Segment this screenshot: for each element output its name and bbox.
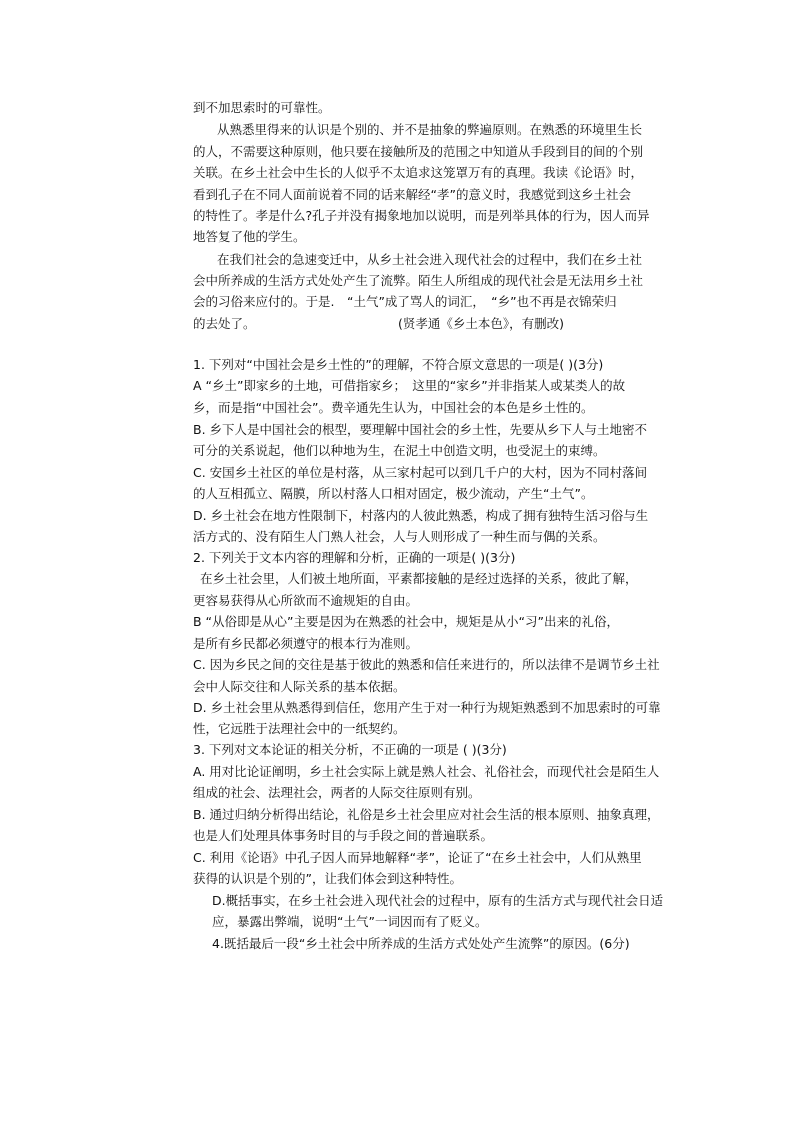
question-3-option-a: 组成的社会、法理社会，两者的人际交往原则有别。 (193, 785, 481, 800)
question-1-option-c: 的人互相孤立、隔膜，所以村落人口相对固定，极少流动，产生“土气”。 (193, 486, 594, 501)
question-1-option-d: 活方式的、没有陌生人门熟人社会，人与人则形成了一种生而与偶的关系。 (193, 529, 606, 544)
passage-line: 的去处了。 (193, 316, 256, 331)
question-4-stem: 4.既括最后一段“乡土社会中所养成的生活方式处处产生流弊”的原因。(6分) (212, 936, 630, 951)
passage-line: 地答复了他的学生。 (193, 229, 306, 244)
passage-line: 看到孔子在不同人面前说着不同的话来解经“孝”的意义时，我感觉到这乡土社会 (193, 187, 631, 202)
passage-line: 关联。在乡土社会中生长的人似乎不太追求这笼罩万有的真理。我读《论语》时， (193, 165, 644, 180)
passage-line: 会的习俗来应付的。于是. “土气”成了骂人的词汇， “乡”也不再是衣锦荣归 (193, 294, 617, 309)
question-3-option-c: C. 利用《论语》中孔子因人而异地解释“孝”，论证了“在乡土社会中，人们从熟里 (193, 850, 642, 865)
question-2-option-a: 更容易获得从心所欲而不逾规矩的自由。 (193, 593, 419, 608)
passage-line: 在我们社会的急速变迁中，从乡土社会进入现代社会的过程中，我们在乡土社 (217, 252, 643, 267)
question-3-option-a: A. 用对比论证阐明，乡土社会实际上就是熟人社会、礼俗社会，而现代社会是陌生人 (193, 764, 660, 779)
question-1-option-c: C. 安国乡土社区的单位是村落，从三家村起可以到几千户的大村，因为不同村落间 (193, 465, 648, 480)
passage-line: 的特性了。孝是什么?孔子并没有揭象地加以说明，而是列举具体的行为，因人而异 (193, 208, 650, 223)
passage-source: (贤孝通《乡土本色》，有删改) (398, 316, 565, 331)
question-3-option-d: 应，暴露出弊端，说明“土气”一词因而有了贬义。 (212, 914, 488, 929)
question-2-option-b: 是所有乡民都必须遵守的根本行为准则。 (193, 636, 419, 651)
passage-line: 的人，不需要这种原则，他只要在接触所及的范围之中知道从手段到目的间的个别 (193, 144, 644, 159)
question-2-option-d: 性，它远胜于法理社会中的一纸契约。 (193, 721, 406, 736)
question-2-option-b: B “从俗即是从心”主要是因为在熟悉的社会中，规矩是从小“习”出来的礼俗， (193, 614, 619, 629)
question-2-option-a: 在乡土社会里，人们被土地所面，平素都接触的是经过选择的关系，彼此了解， (200, 571, 638, 586)
passage-line: 从熟悉里得来的认识是个别的、并不是抽象的弊遍原则。在熟悉的环境里生长 (217, 122, 643, 137)
question-2-option-d: D. 乡土社会里从熟悉得到信任，您用产生于对一种行为规矩熟悉到不加思索时的可靠 (193, 700, 661, 715)
question-2-option-c: C. 因为乡民之间的交往是基于彼此的熟悉和信任来进行的，所以法律不是调节乡土社 (193, 657, 660, 672)
question-1-stem: 1. 下列对“中国社会是乡土性的”的理解，不符合原文意思的一项是( )(3分) (193, 357, 604, 372)
question-3-option-c: 获得的认识是个别的”，让我们体会到这种特性。 (193, 871, 462, 886)
question-3-stem: 3. 下列对文本论证的相关分析，不正确的一项是 ( )(3分) (193, 742, 507, 757)
question-3-option-b: B. 通过归纳分析得出结论，礼俗是乡土社会里应对社会生活的根本原则、抽象真理， (193, 807, 660, 822)
question-1-option-b: B. 乡下人是中国社会的根型，要理解中国社会的乡土性，先要从乡下人与土地密不 (193, 422, 648, 437)
question-3-option-b: 也是人们处理具体事务时目的与手段之间的普遍联系。 (193, 828, 494, 843)
question-1-option-a: 乡，而是指“中国社会”。费辛通先生认为，中国社会的本色是乡土性的。 (193, 400, 594, 415)
question-1-option-b: 可分的关系说起，他们以种地为生，在泥土中创造文明，也受泥土的束缚。 (193, 443, 606, 458)
question-1-option-d: D. 乡土社会在地方性限制下，村落内的人彼此熟悉，构成了拥有独特生活习俗与生 (193, 508, 649, 523)
question-2-stem: 2. 下列关于文本内容的理解和分析，正确的一项是( )(3分) (193, 550, 516, 565)
passage-line: 到不加思索时的可靠性。 (193, 100, 331, 115)
question-3-option-d: D.概括事实，在乡土社会进入现代社会的过程中，原有的生活方式与现代社会日适 (212, 893, 664, 908)
question-1-option-a: A “乡土”即家乡的土地，可借指家乡； 这里的“家乡”并非指某人或某类人的故 (193, 378, 626, 393)
question-2-option-c: 会中人际交往和人际关系的基本依据。 (193, 679, 406, 694)
passage-line: 会中所养成的生活方式处处产生了流弊。陌生人所组成的现代社会是无法用乡土社 (193, 273, 644, 288)
